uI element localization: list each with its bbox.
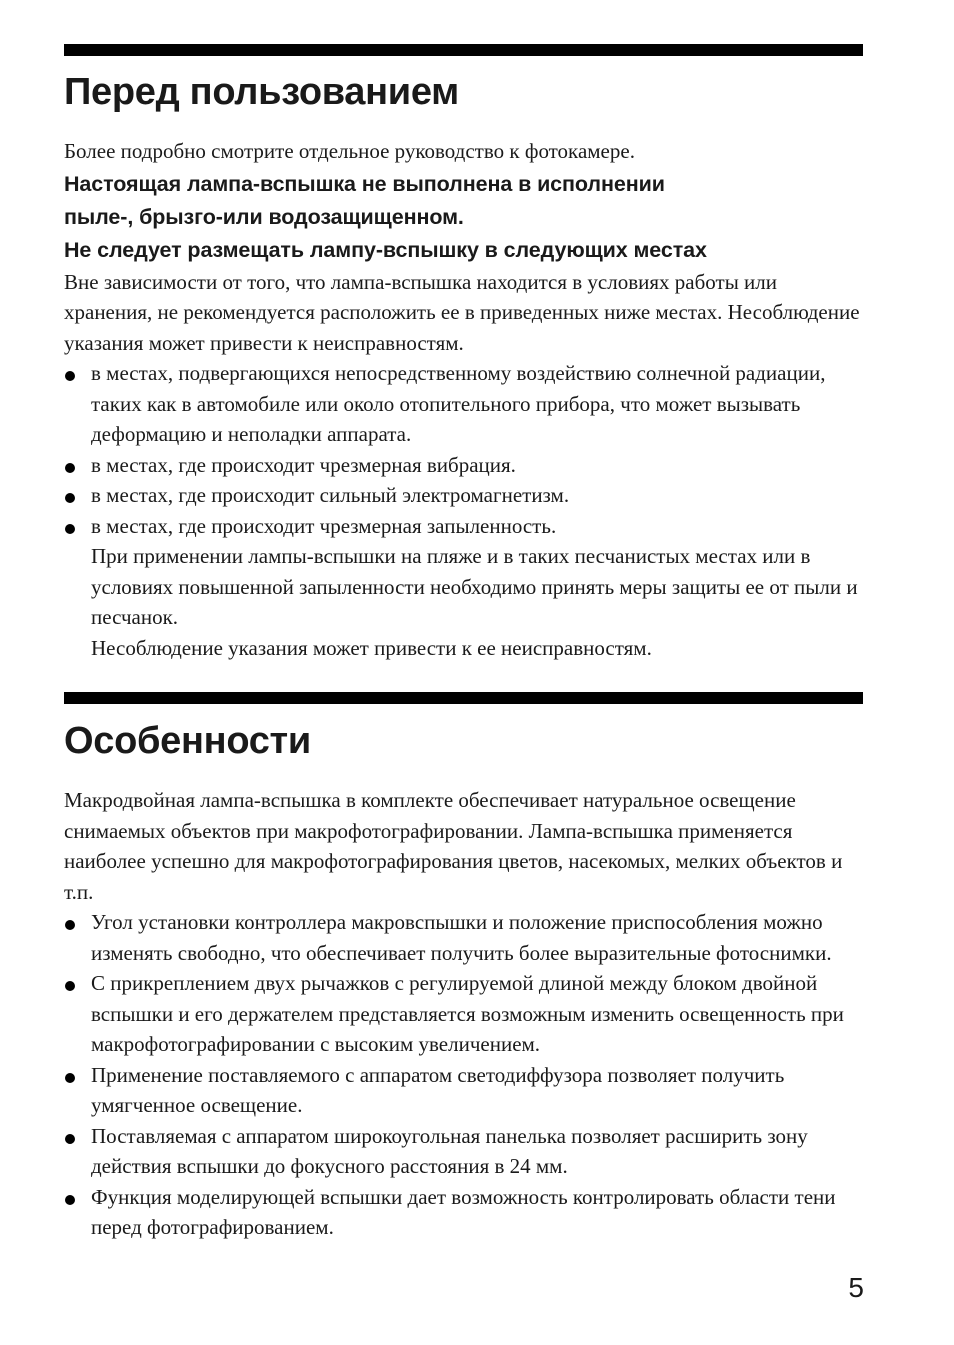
bullet-icon xyxy=(65,463,75,473)
section-title: Особенности xyxy=(64,720,311,762)
intro-text: Макродвойная лампа-вспышка в комплекте обеспечивает натуральное освещение снимаемых объектов при макрофотографировании. Лампа-вспышка применяется наиболее успешно для макрофотографирования цветов, насекомых, мелких объектов и т.п. xyxy=(64,788,843,904)
bold-notice-line-2: пыле-, брызго-или водозащищенном. xyxy=(64,204,464,229)
section-divider xyxy=(64,692,863,704)
list-item-text: в местах, где происходит сильный электромагнетизм. xyxy=(91,483,570,507)
bullet-icon xyxy=(65,1073,75,1083)
list-item-text: Угол установки контроллера макровспышки и положение приспособления можно изменять свободно, что обеспечивает получить более выразительные фотоснимки. xyxy=(91,910,832,965)
bullet-icon xyxy=(65,920,75,930)
list-item xyxy=(64,907,863,968)
list-item-text: Функция моделирующей вспышки дает возможность контролировать области тени перед фотографированием. xyxy=(91,1184,836,1239)
bullet-icon xyxy=(65,371,75,381)
bullet-list xyxy=(64,907,863,1243)
body-paragraph: Вне зависимости от того, что лампа-вспышка находится в условиях работы или хранения, не рекомендуется расположить ее в приведенных ниже местах. Несоблюдение указания может привести к неисправностям. xyxy=(64,269,860,355)
bullet-list xyxy=(64,358,863,663)
list-item-text: С прикреплением двух рычажков с регулируемой длиной между блоком двойной вспышки и его держателем представляется возможным изменить освещенность при макрофотографировании с высоким увеличением. xyxy=(91,971,844,1056)
intro-text: Более подробно смотрите отдельное руководство к фотокамере. xyxy=(64,139,635,163)
manual-page xyxy=(64,44,863,1243)
list-item xyxy=(64,1060,863,1121)
bullet-icon xyxy=(65,981,75,991)
bullet-icon xyxy=(65,1134,75,1144)
list-item-text: в местах, где происходит чрезмерная вибрация. xyxy=(91,452,516,477)
dust-note: При применении лампы-вспышки на пляже и в таких песчанистых местах или в условиях повышенной запыленности необходимо принять меры защиты ее от пыли и песчанок. xyxy=(91,544,858,629)
list-item-text: Применение поставляемого с аппаратом светодиффузора позволяет получить умягченное освещение. xyxy=(91,1062,785,1117)
list-item-text: в местах, подвергающихся непосредственному воздействию солнечной радиации, таких как в автомобиле или около отопительного прибора, что может вызывать деформацию и неполадки аппарата. xyxy=(91,361,826,446)
section-divider xyxy=(64,44,863,56)
section-title: Перед пользованием xyxy=(64,71,459,113)
list-item xyxy=(64,968,863,1060)
page-number: 5 xyxy=(848,1272,864,1303)
dust-warning: Несоблюдение указания может привести к ее неисправностям. xyxy=(91,635,652,660)
subheading: Не следует размещать лампу-вспышку в следующих местах xyxy=(64,237,707,262)
list-item-text: Поставляемая с аппаратом широкоугольная панелька позволяет расширить зону действия вспышки до фокусного расстояния в 24 мм. xyxy=(91,1123,808,1178)
list-item xyxy=(64,1121,863,1182)
bullet-icon xyxy=(65,493,75,503)
list-item xyxy=(64,1182,863,1243)
bullet-icon xyxy=(65,1195,75,1205)
list-item xyxy=(64,450,863,481)
bullet-icon xyxy=(65,524,75,534)
list-item xyxy=(64,511,863,664)
bold-notice-line-1: Настоящая лампа-вспышка не выполнена в исполнении xyxy=(64,171,665,196)
list-item-text: в местах, где происходит чрезмерная запыленность. xyxy=(91,513,557,538)
list-item xyxy=(64,480,863,511)
list-item xyxy=(64,358,863,450)
